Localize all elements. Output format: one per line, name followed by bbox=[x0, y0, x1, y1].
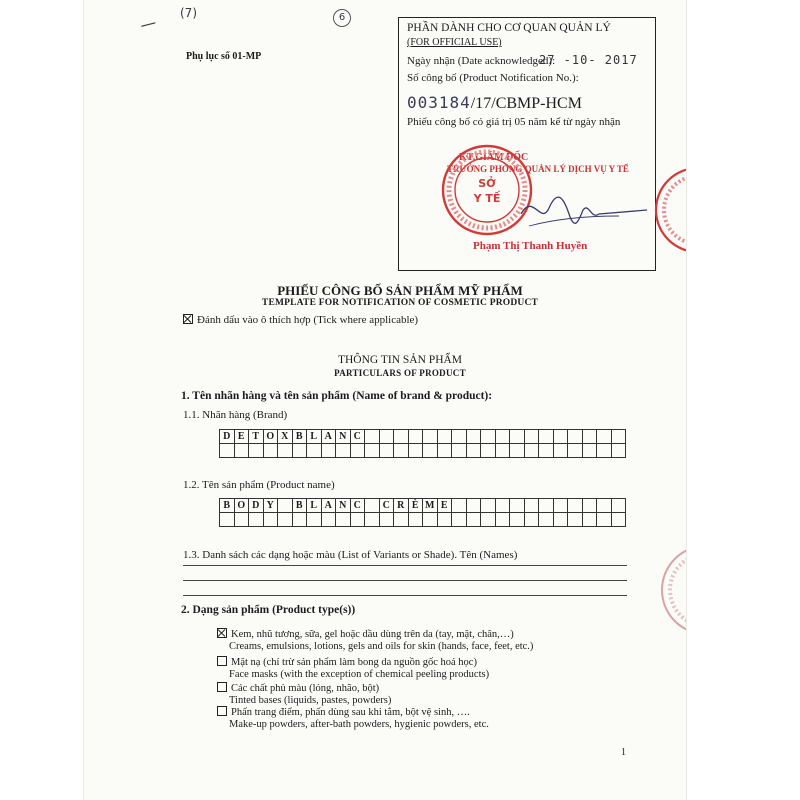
letter-cell bbox=[438, 513, 453, 527]
form-title-en: TEMPLATE FOR NOTIFICATION OF COSMETIC PRODUCT bbox=[261, 298, 539, 308]
letter-cell bbox=[365, 430, 380, 444]
particulars-title: THÔNG TIN SẢN PHẨM bbox=[337, 354, 463, 366]
notification-number-stamp: 003184 bbox=[407, 93, 471, 112]
letter-cell bbox=[510, 513, 525, 527]
annex-label: Phụ lục số 01-MP bbox=[186, 51, 262, 62]
letter-cell bbox=[554, 444, 569, 458]
letter-cell bbox=[264, 444, 279, 458]
letter-cell bbox=[612, 430, 627, 444]
letter-cell bbox=[452, 430, 467, 444]
product-name-label: 1.2. Tên sản phẩm (Product name) bbox=[183, 479, 335, 491]
letter-cell bbox=[510, 430, 525, 444]
letter-cell bbox=[438, 444, 453, 458]
letter-cell: O bbox=[235, 499, 250, 513]
letter-cell bbox=[496, 444, 511, 458]
letter-cell bbox=[380, 444, 395, 458]
letter-cell bbox=[612, 444, 627, 458]
letter-cell bbox=[365, 513, 380, 527]
letter-cell bbox=[583, 499, 598, 513]
letter-cell bbox=[583, 513, 598, 527]
letter-cell bbox=[496, 513, 511, 527]
letter-cell bbox=[423, 444, 438, 458]
letter-cell bbox=[568, 430, 583, 444]
letter-cell bbox=[365, 499, 380, 513]
letter-cell bbox=[612, 513, 627, 527]
unchecked-box-icon bbox=[217, 706, 227, 716]
letter-cell: D bbox=[249, 499, 264, 513]
notification-number-suffix: /17/CBMP-HCM bbox=[470, 95, 582, 112]
letter-cell bbox=[597, 513, 612, 527]
letter-cell: A bbox=[322, 499, 337, 513]
tick-instruction-text: Đánh dấu vào ô thích hợp (Tick where applicable) bbox=[197, 314, 419, 326]
letter-cell bbox=[220, 444, 235, 458]
form-title: PHIẾU CÔNG BỐ SẢN PHẨM MỸ PHẨM bbox=[277, 283, 523, 298]
letter-cell bbox=[583, 430, 598, 444]
letter-cell bbox=[467, 444, 482, 458]
letter-cell bbox=[409, 430, 424, 444]
option-line-en: Make-up powders, after-bath powders, hygienic powders, etc. bbox=[229, 719, 489, 730]
validity-note: Phiếu công bố có giá trị 05 năm kể từ ngày nhận bbox=[407, 116, 621, 128]
letter-cell bbox=[278, 513, 293, 527]
unchecked-box-icon bbox=[217, 682, 227, 692]
option-text-vi: Kem, nhũ tương, sữa, gel hoặc dầu dùng trên da (tay, mặt, chân,…) bbox=[231, 629, 514, 640]
letter-cell bbox=[554, 513, 569, 527]
signature-icon bbox=[519, 186, 649, 236]
letter-cell: B bbox=[293, 499, 308, 513]
letter-cell bbox=[612, 499, 627, 513]
option-line-en: Face masks (with the exception of chemical peeling products) bbox=[229, 669, 490, 680]
variants-line-1 bbox=[183, 565, 627, 566]
letter-cell bbox=[336, 513, 351, 527]
letter-cell: A bbox=[322, 430, 337, 444]
letter-cell bbox=[496, 430, 511, 444]
product-type-option bbox=[217, 706, 489, 731]
option-line-vi bbox=[217, 628, 533, 641]
letter-cell: N bbox=[336, 499, 351, 513]
letter-cell: M bbox=[423, 499, 438, 513]
corner-note: (7) bbox=[180, 6, 197, 20]
letter-cell bbox=[264, 513, 279, 527]
letter-cell bbox=[423, 430, 438, 444]
letter-cell bbox=[394, 444, 409, 458]
letter-cell: X bbox=[278, 430, 293, 444]
letter-cell: R bbox=[394, 499, 409, 513]
letter-cell: È bbox=[409, 499, 424, 513]
letter-cell bbox=[481, 499, 496, 513]
official-use-box bbox=[398, 17, 656, 271]
letter-cell bbox=[249, 513, 264, 527]
letter-cell bbox=[220, 513, 235, 527]
letter-cell: T bbox=[249, 430, 264, 444]
letter-cell bbox=[597, 430, 612, 444]
letter-cell bbox=[380, 430, 395, 444]
letter-cell bbox=[409, 513, 424, 527]
letter-cell bbox=[481, 430, 496, 444]
unchecked-box-icon bbox=[217, 656, 227, 666]
letter-cell: L bbox=[307, 430, 322, 444]
letter-cell bbox=[235, 444, 250, 458]
letter-cell bbox=[539, 430, 554, 444]
particulars-title-en: PARTICULARS OF PRODUCT bbox=[334, 368, 466, 378]
letter-cell bbox=[539, 513, 554, 527]
signer-name: Phạm Thị Thanh Huyền bbox=[473, 240, 588, 252]
letter-cell bbox=[394, 430, 409, 444]
letter-cell: E bbox=[235, 430, 250, 444]
letter-cell: O bbox=[264, 430, 279, 444]
letter-cell bbox=[235, 513, 250, 527]
letter-cell bbox=[510, 499, 525, 513]
variants-label: 1.3. Danh sách các dạng hoặc màu (List of Variants or Shade). Tên (Names) bbox=[183, 549, 518, 561]
letter-cell bbox=[278, 499, 293, 513]
letter-cell bbox=[452, 444, 467, 458]
letter-cell bbox=[278, 444, 293, 458]
official-title-en: (FOR OFFICIAL USE) bbox=[407, 37, 502, 48]
letter-cell bbox=[467, 499, 482, 513]
product-letter-grid bbox=[219, 498, 626, 527]
notification-number-label: Số công bố (Product Notification No.): bbox=[407, 72, 579, 84]
section-1-heading: 1. Tên nhãn hàng và tên sản phẩm (Name of brand & product): bbox=[181, 390, 493, 402]
letter-cell: L bbox=[307, 499, 322, 513]
date-acknowledged-value: 27 -10- 2017 bbox=[539, 53, 638, 67]
letter-cell bbox=[554, 430, 569, 444]
brand-letter-grid bbox=[219, 429, 626, 458]
letter-cell bbox=[568, 444, 583, 458]
letter-cell: C bbox=[380, 499, 395, 513]
letter-cell bbox=[322, 513, 337, 527]
letter-cell bbox=[307, 513, 322, 527]
page-number: 1 bbox=[621, 747, 626, 758]
partial-seal-icon-lower bbox=[660, 535, 686, 645]
tick-instruction bbox=[183, 314, 418, 326]
date-acknowledged-label: Ngày nhận (Date acknowledged): bbox=[407, 55, 556, 67]
product-type-option bbox=[217, 656, 489, 681]
letter-cell bbox=[467, 513, 482, 527]
corner-dash-mark: — bbox=[137, 12, 159, 35]
letter-cell bbox=[423, 513, 438, 527]
letter-cell bbox=[554, 499, 569, 513]
letter-cell: Y bbox=[264, 499, 279, 513]
letter-cell: B bbox=[293, 430, 308, 444]
official-title: PHẦN DÀNH CHO CƠ QUAN QUẢN LÝ bbox=[407, 22, 611, 34]
variants-line-2 bbox=[183, 580, 627, 581]
variants-line-3 bbox=[183, 595, 627, 596]
letter-cell: C bbox=[351, 499, 366, 513]
letter-cell bbox=[293, 444, 308, 458]
letter-cell: E bbox=[438, 499, 453, 513]
letter-cell bbox=[365, 444, 380, 458]
letter-cell bbox=[293, 513, 308, 527]
signer-department: TRƯỞNG PHÒNG QUẢN LÝ DỊCH VỤ Y TẾ bbox=[447, 164, 629, 174]
option-line-en: Creams, emulsions, lotions, gels and oils for skin (hands, face, feet, etc.) bbox=[229, 641, 534, 652]
letter-cell bbox=[322, 444, 337, 458]
letter-cell: D bbox=[220, 430, 235, 444]
checked-box-icon bbox=[217, 628, 227, 638]
letter-cell bbox=[525, 513, 540, 527]
letter-cell bbox=[307, 444, 322, 458]
letter-cell bbox=[481, 444, 496, 458]
letter-cell bbox=[438, 430, 453, 444]
option-line-vi bbox=[217, 656, 489, 669]
letter-cell bbox=[409, 444, 424, 458]
option-line-vi bbox=[217, 706, 489, 719]
section-2-heading: 2. Dạng sản phẩm (Product type(s)) bbox=[181, 604, 356, 616]
letter-cell bbox=[568, 513, 583, 527]
letter-cell bbox=[568, 499, 583, 513]
checked-box-icon bbox=[183, 314, 193, 324]
letter-cell bbox=[249, 444, 264, 458]
letter-cell bbox=[597, 444, 612, 458]
partial-seal-icon bbox=[652, 160, 686, 260]
product-type-option bbox=[217, 628, 533, 653]
seal-text-yte: Y TẾ bbox=[473, 192, 501, 205]
letter-cell bbox=[525, 444, 540, 458]
option-line-en: Tinted bases (liquids, pastes, powders) bbox=[229, 695, 392, 706]
letter-cell bbox=[597, 499, 612, 513]
letter-cell bbox=[452, 513, 467, 527]
letter-cell bbox=[481, 513, 496, 527]
notification-number bbox=[407, 93, 582, 113]
option-line-vi bbox=[217, 682, 391, 695]
letter-cell: C bbox=[351, 430, 366, 444]
option-text-vi: Phấn trang điểm, phấn dùng sau khi tắm, bột vệ sinh, …. bbox=[231, 707, 470, 718]
letter-cell bbox=[380, 513, 395, 527]
brand-label: 1.1. Nhãn hàng (Brand) bbox=[183, 409, 288, 421]
letter-cell: N bbox=[336, 430, 351, 444]
letter-cell bbox=[351, 444, 366, 458]
option-text-vi: Các chất phủ màu (lỏng, nhão, bột) bbox=[231, 683, 380, 694]
letter-cell bbox=[539, 444, 554, 458]
letter-cell bbox=[539, 499, 554, 513]
letter-cell bbox=[351, 513, 366, 527]
letter-cell bbox=[583, 444, 598, 458]
signer-title: KT.GIÁM ĐỐC bbox=[459, 152, 529, 163]
letter-cell bbox=[510, 444, 525, 458]
product-type-option bbox=[217, 682, 391, 707]
letter-cell bbox=[336, 444, 351, 458]
letter-cell bbox=[496, 499, 511, 513]
circled-note: 6 bbox=[333, 9, 351, 27]
letter-cell bbox=[394, 513, 409, 527]
letter-cell bbox=[467, 430, 482, 444]
letter-cell: B bbox=[220, 499, 235, 513]
letter-cell bbox=[452, 499, 467, 513]
letter-cell bbox=[525, 499, 540, 513]
letter-cell bbox=[525, 430, 540, 444]
seal-text-so: SỞ bbox=[478, 177, 496, 190]
option-text-vi: Mặt nạ (chỉ trừ sản phẩm làm bong da nguồn gốc hoá học) bbox=[231, 657, 477, 668]
